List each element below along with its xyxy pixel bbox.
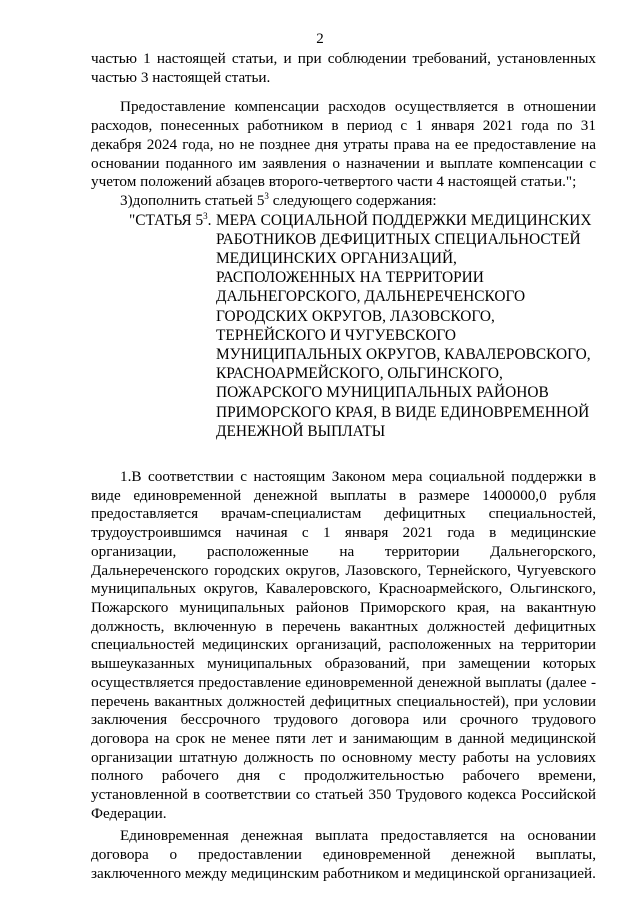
item-3-sup: 3 <box>264 190 269 201</box>
page-number: 2 <box>316 31 324 47</box>
item-3-suffix: следующего содержания: <box>268 191 437 209</box>
article-title-line: КРАСНОАРМЕЙСКОГО, ОЛЬГИНСКОГО, <box>216 365 503 383</box>
document-body <box>91 50 596 884</box>
item-3-prefix: 3)дополнить статьей 5 <box>120 191 265 209</box>
article-title-line: ТЕРНЕЙСКОГО И ЧУГУЕВСКОГО <box>216 326 456 344</box>
article-number: "СТАТЬЯ $5^3$. <box>129 210 212 229</box>
article-title-line: РАСПОЛОЖЕННЫХ НА ТЕРРИТОРИИ <box>216 269 484 287</box>
paragraph-2: Единовременная денежная выплата предоставляется на основании договора о предоставлении единовременной денежной выплаты, заключенного между медицинским работником и медицинской организацией. <box>91 827 596 882</box>
continuation-paragraph: частью 1 настоящей статьи, и при соблюдении требований, установленных частью 3 настоящей статьи. <box>91 50 596 86</box>
article-title-line: ПРИМОРСКОГО КРАЯ, В ВИДЕ ЕДИНОВРЕМЕННОЙ <box>216 403 590 421</box>
item-3-paragraph <box>91 192 596 211</box>
compensation-paragraph: Предоставление компенсации расходов осуществляется в отношении расходов, понесенных работником в период с 1 января 2021 года по 31 декабря 2024 года, но не позднее дня утраты права на ее предоставление на основании поданного им заявления о назначении и выплате компенсации с учетом положений абзацев второго-четвертого части 4 настоящей статьи."; <box>91 98 596 191</box>
article-title-line: ГОРОДСКИХ ОКРУГОВ, ЛАЗОВСКОГО, <box>216 307 495 325</box>
article-title <box>216 211 596 441</box>
article-title-line: ДЕНЕЖНОЙ ВЫПЛАТЫ <box>216 422 386 440</box>
paragraph-1: 1.В соответствии с настоящим Законом мера социальной поддержки в виде единовременной денежной выплаты в размере 1400000,0 рубля предоставляется врачам-специалистам дефицитных специальностей, трудоустроившимся начиная с 1 января 2021 года в медицинские организации, расположенные на территории Дальнегорского, Дальнереченского городских округов, Лазовского, Тернейского, Чугуевского муниципальных округов, Кавалеровского, Красноармейского, Ольгинского, Пожарского муниципальных районов Приморского края, на вакантную должность, включенную в перечень вакантных должностей дефицитных специальностей медицинских организаций, расположенных на территории вышеуказанных муниципальных образований, при замещении которых осуществляется предоставление единовременной денежной выплаты (далее - перечень вакантных должностей дефицитных специальностей), при условии заключения бессрочного трудового договора или срочного трудового договора на срок не менее пяти лет и занимающим в данной медицинской организации штатную должность по основному месту работы на условиях полного рабочего дня с продолжительностью рабочего времени, установленной в соответствии со статьей 350 Трудового кодекса Российской Федерации. <box>91 468 596 822</box>
article-title-line: МЕДИЦИНСКИХ ОРГАНИЗАЦИЙ, <box>216 250 457 268</box>
article-title-line: РАБОТНИКОВ ДЕФИЦИТНЫХ СПЕЦИАЛЬНОСТЕЙ <box>216 230 581 248</box>
article-title-line: МЕРА СОЦИАЛЬНОЙ ПОДДЕРЖКИ МЕДИЦИНСКИХ <box>216 211 592 229</box>
article-title-line: МУНИЦИПАЛЬНЫХ ОКРУГОВ, КАВАЛЕРОВСКОГО, <box>216 346 591 364</box>
article-title-line: ПОЖАРСКОГО МУНИЦИПАЛЬНЫХ РАЙОНОВ <box>216 384 549 402</box>
article-title-line: ДАЛЬНЕГОРСКОГО, ДАЛЬНЕРЕЧЕНСКОГО <box>216 288 526 306</box>
article-heading <box>129 211 596 441</box>
